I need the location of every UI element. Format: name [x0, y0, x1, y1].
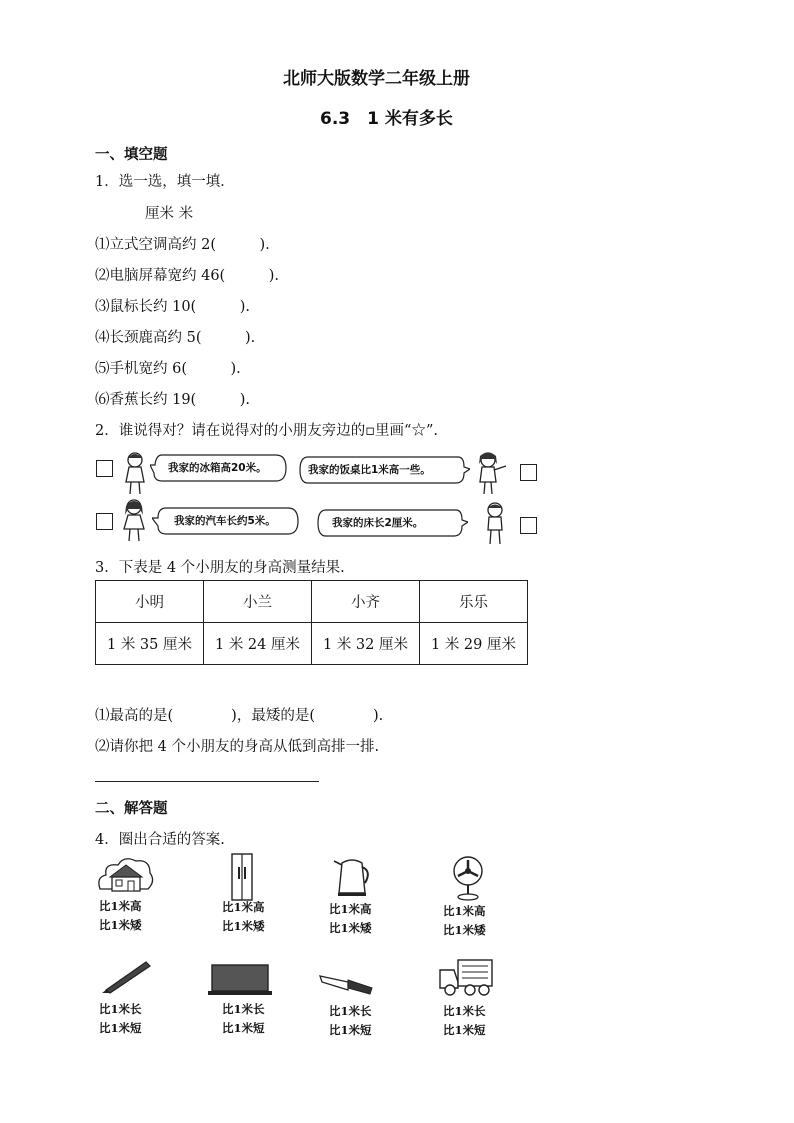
fan-icon	[448, 855, 488, 901]
answer-checkbox-2[interactable]	[520, 464, 537, 481]
speech-bubble-3: 我家的汽车长约5米。	[174, 515, 276, 527]
answer-line[interactable]	[95, 781, 319, 782]
answer-checkbox-4[interactable]	[520, 517, 537, 534]
question-1-prompt: 1．选一选，填一填．	[95, 174, 235, 190]
speech-bubble-4: 我家的床长2厘米。	[332, 517, 424, 529]
option-shorter-label[interactable]: 比1米矮	[222, 919, 265, 933]
option-taller-label[interactable]: 比1米高	[443, 904, 486, 918]
option-shorter-label[interactable]: 比1米矮	[443, 923, 486, 937]
kettle-icon	[332, 855, 372, 897]
boy-icon	[480, 500, 510, 546]
option-taller-label[interactable]: 比1米高	[99, 899, 142, 913]
question-2-prompt: 2．谁说得对？请在说得对的小朋友旁边的▫里画“☆”.	[95, 423, 438, 439]
answer-checkbox-3[interactable]	[96, 513, 113, 530]
table-cell: 1 米 29 厘米	[420, 623, 528, 665]
question-1-item-2[interactable]: ⑵电脑屏幕宽约 46( ).	[95, 268, 279, 284]
table-header-cell: 小齐	[312, 581, 420, 623]
option-shorter-label[interactable]: 比1米矮	[99, 918, 142, 932]
height-table	[95, 580, 528, 665]
question-3-prompt: 3．下表是 4 个小朋友的身高测量结果.	[95, 560, 345, 576]
section-heading-fill-in: 一、填空题	[95, 147, 168, 163]
answer-checkbox-1[interactable]	[96, 460, 113, 477]
option-shorter-label[interactable]: 比1米短	[329, 1023, 372, 1037]
question-1-options: 厘米 米	[145, 206, 194, 222]
question-1-item-6[interactable]: ⑹香蕉长约 19( ).	[95, 392, 250, 408]
table-row	[96, 623, 528, 665]
question-3-sub-2: ⑵请你把 4 个小朋友的身高从低到高排一排.	[95, 739, 380, 755]
speech-bubble-1: 我家的冰箱高20米。	[168, 462, 267, 474]
table-header-cell: 乐乐	[420, 581, 528, 623]
speech-bubble-2: 我家的饭桌比1米高一些。	[308, 464, 431, 476]
question-1-item-5[interactable]: ⑸手机宽约 6( ).	[95, 361, 241, 377]
table-row	[96, 581, 528, 623]
option-longer-label[interactable]: 比1米长	[222, 1002, 265, 1016]
blackboard-icon	[208, 963, 272, 997]
section-heading-answer: 二、解答题	[95, 801, 168, 817]
page-title: 北师大版数学二年级上册	[283, 69, 470, 89]
pen-icon	[100, 958, 152, 994]
house-icon	[96, 855, 156, 895]
girl-icon	[118, 497, 150, 543]
table-cell: 1 米 32 厘米	[312, 623, 420, 665]
table-header-cell: 小明	[96, 581, 204, 623]
girl-icon	[470, 450, 510, 496]
question-3-sub-1[interactable]: ⑴最高的是( )，最矮的是( ).	[95, 708, 384, 724]
refrigerator-icon	[230, 853, 254, 901]
question-4-prompt: 4．圈出合适的答案.	[95, 832, 225, 848]
girl-icon	[120, 450, 150, 496]
option-longer-label[interactable]: 比1米长	[99, 1002, 142, 1016]
option-longer-label[interactable]: 比1米长	[443, 1004, 486, 1018]
option-taller-label[interactable]: 比1米高	[222, 900, 265, 914]
lesson-subtitle: 6.3 1 米有多长	[320, 109, 453, 129]
truck-icon	[438, 956, 496, 996]
question-1-item-4[interactable]: ⑷长颈鹿高约 5( ).	[95, 330, 256, 346]
option-shorter-label[interactable]: 比1米短	[99, 1021, 142, 1035]
question-1-item-3[interactable]: ⑶鼠标长约 10( ).	[95, 299, 250, 315]
option-shorter-label[interactable]: 比1米矮	[329, 921, 372, 935]
option-shorter-label[interactable]: 比1米短	[222, 1021, 265, 1035]
option-shorter-label[interactable]: 比1米短	[443, 1023, 486, 1037]
table-header-cell: 小兰	[204, 581, 312, 623]
knife-icon	[318, 966, 374, 996]
question-1-item-1[interactable]: ⑴立式空调高约 2( ).	[95, 237, 270, 253]
table-cell: 1 米 24 厘米	[204, 623, 312, 665]
table-cell: 1 米 35 厘米	[96, 623, 204, 665]
option-longer-label[interactable]: 比1米长	[329, 1004, 372, 1018]
option-taller-label[interactable]: 比1米高	[329, 902, 372, 916]
